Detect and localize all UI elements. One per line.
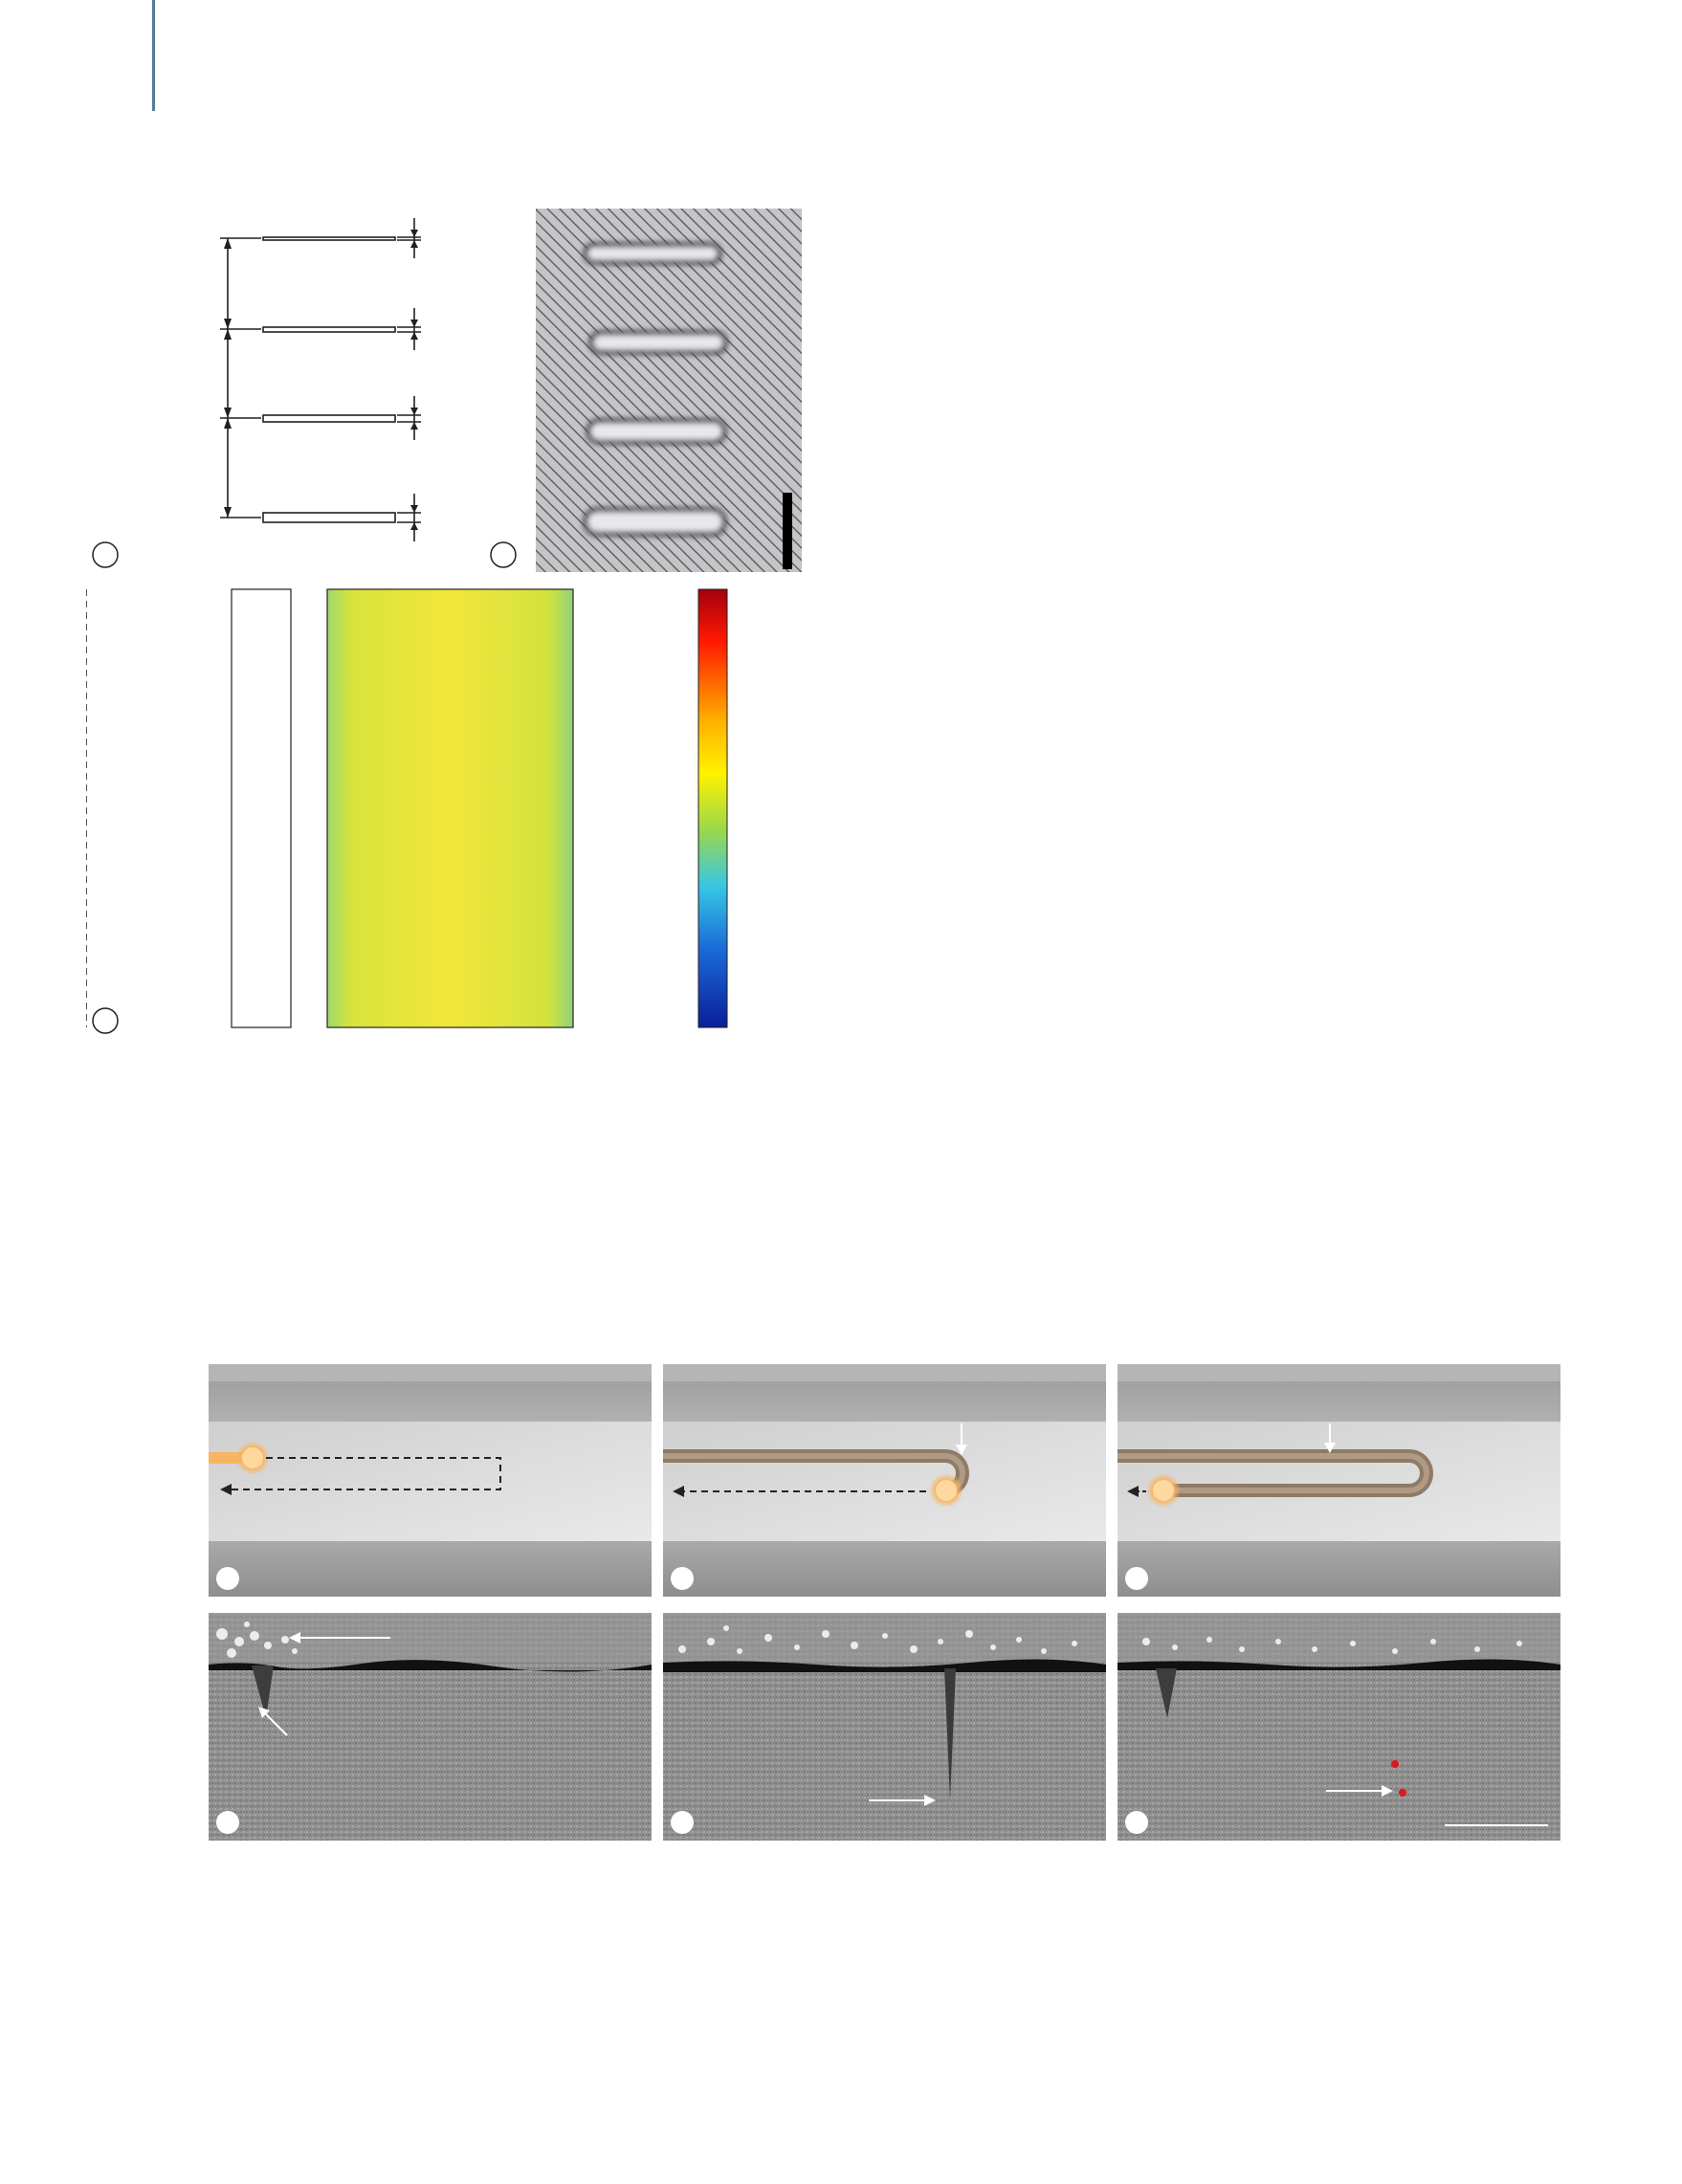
fig8-heatmap bbox=[86, 589, 573, 1027]
fig9-panel-e bbox=[663, 1613, 1106, 1841]
fig8-colorbar bbox=[698, 589, 727, 1027]
cad-defect-1 bbox=[263, 237, 395, 240]
cad-defect-2 bbox=[263, 327, 395, 332]
body-column bbox=[897, 198, 1558, 225]
fig9-panel-e-letter bbox=[671, 1811, 694, 1834]
fig9-panel-b-letter bbox=[671, 1567, 694, 1590]
fig9-panel-f bbox=[1118, 1613, 1560, 1841]
fig9-panel-c-letter bbox=[1125, 1567, 1148, 1590]
fig9-panel-f-letter bbox=[1125, 1811, 1148, 1834]
heatmap-background bbox=[327, 589, 573, 1027]
colorbar-gradient bbox=[698, 589, 727, 1027]
void-marker-2 bbox=[1399, 1789, 1406, 1797]
fig9-panel-a-letter bbox=[216, 1567, 239, 1590]
void-marker-1 bbox=[1391, 1760, 1399, 1768]
fig8-line-plot bbox=[232, 589, 291, 1027]
fig9-panel-c bbox=[1118, 1364, 1560, 1597]
fig9-panel-a bbox=[209, 1364, 652, 1597]
micrograph-scale-bar bbox=[783, 493, 792, 569]
cad-depth-markers bbox=[397, 218, 421, 541]
fig9-panel-d bbox=[209, 1613, 652, 1841]
lineplot-frame bbox=[232, 589, 291, 1027]
fig8-label-a bbox=[93, 542, 118, 567]
figure-8 bbox=[86, 199, 842, 1117]
fig8-micrograph bbox=[536, 209, 802, 572]
cad-defect-3 bbox=[263, 415, 395, 422]
header-rule bbox=[152, 0, 155, 111]
fig8-cad-drawing bbox=[220, 218, 421, 541]
cad-defect-4 bbox=[263, 513, 395, 522]
fig8-label-b bbox=[491, 542, 516, 567]
fig9-panel-d-letter bbox=[216, 1811, 239, 1834]
fig9-panel-b bbox=[663, 1364, 1106, 1597]
fig8-label-c bbox=[93, 1008, 118, 1033]
